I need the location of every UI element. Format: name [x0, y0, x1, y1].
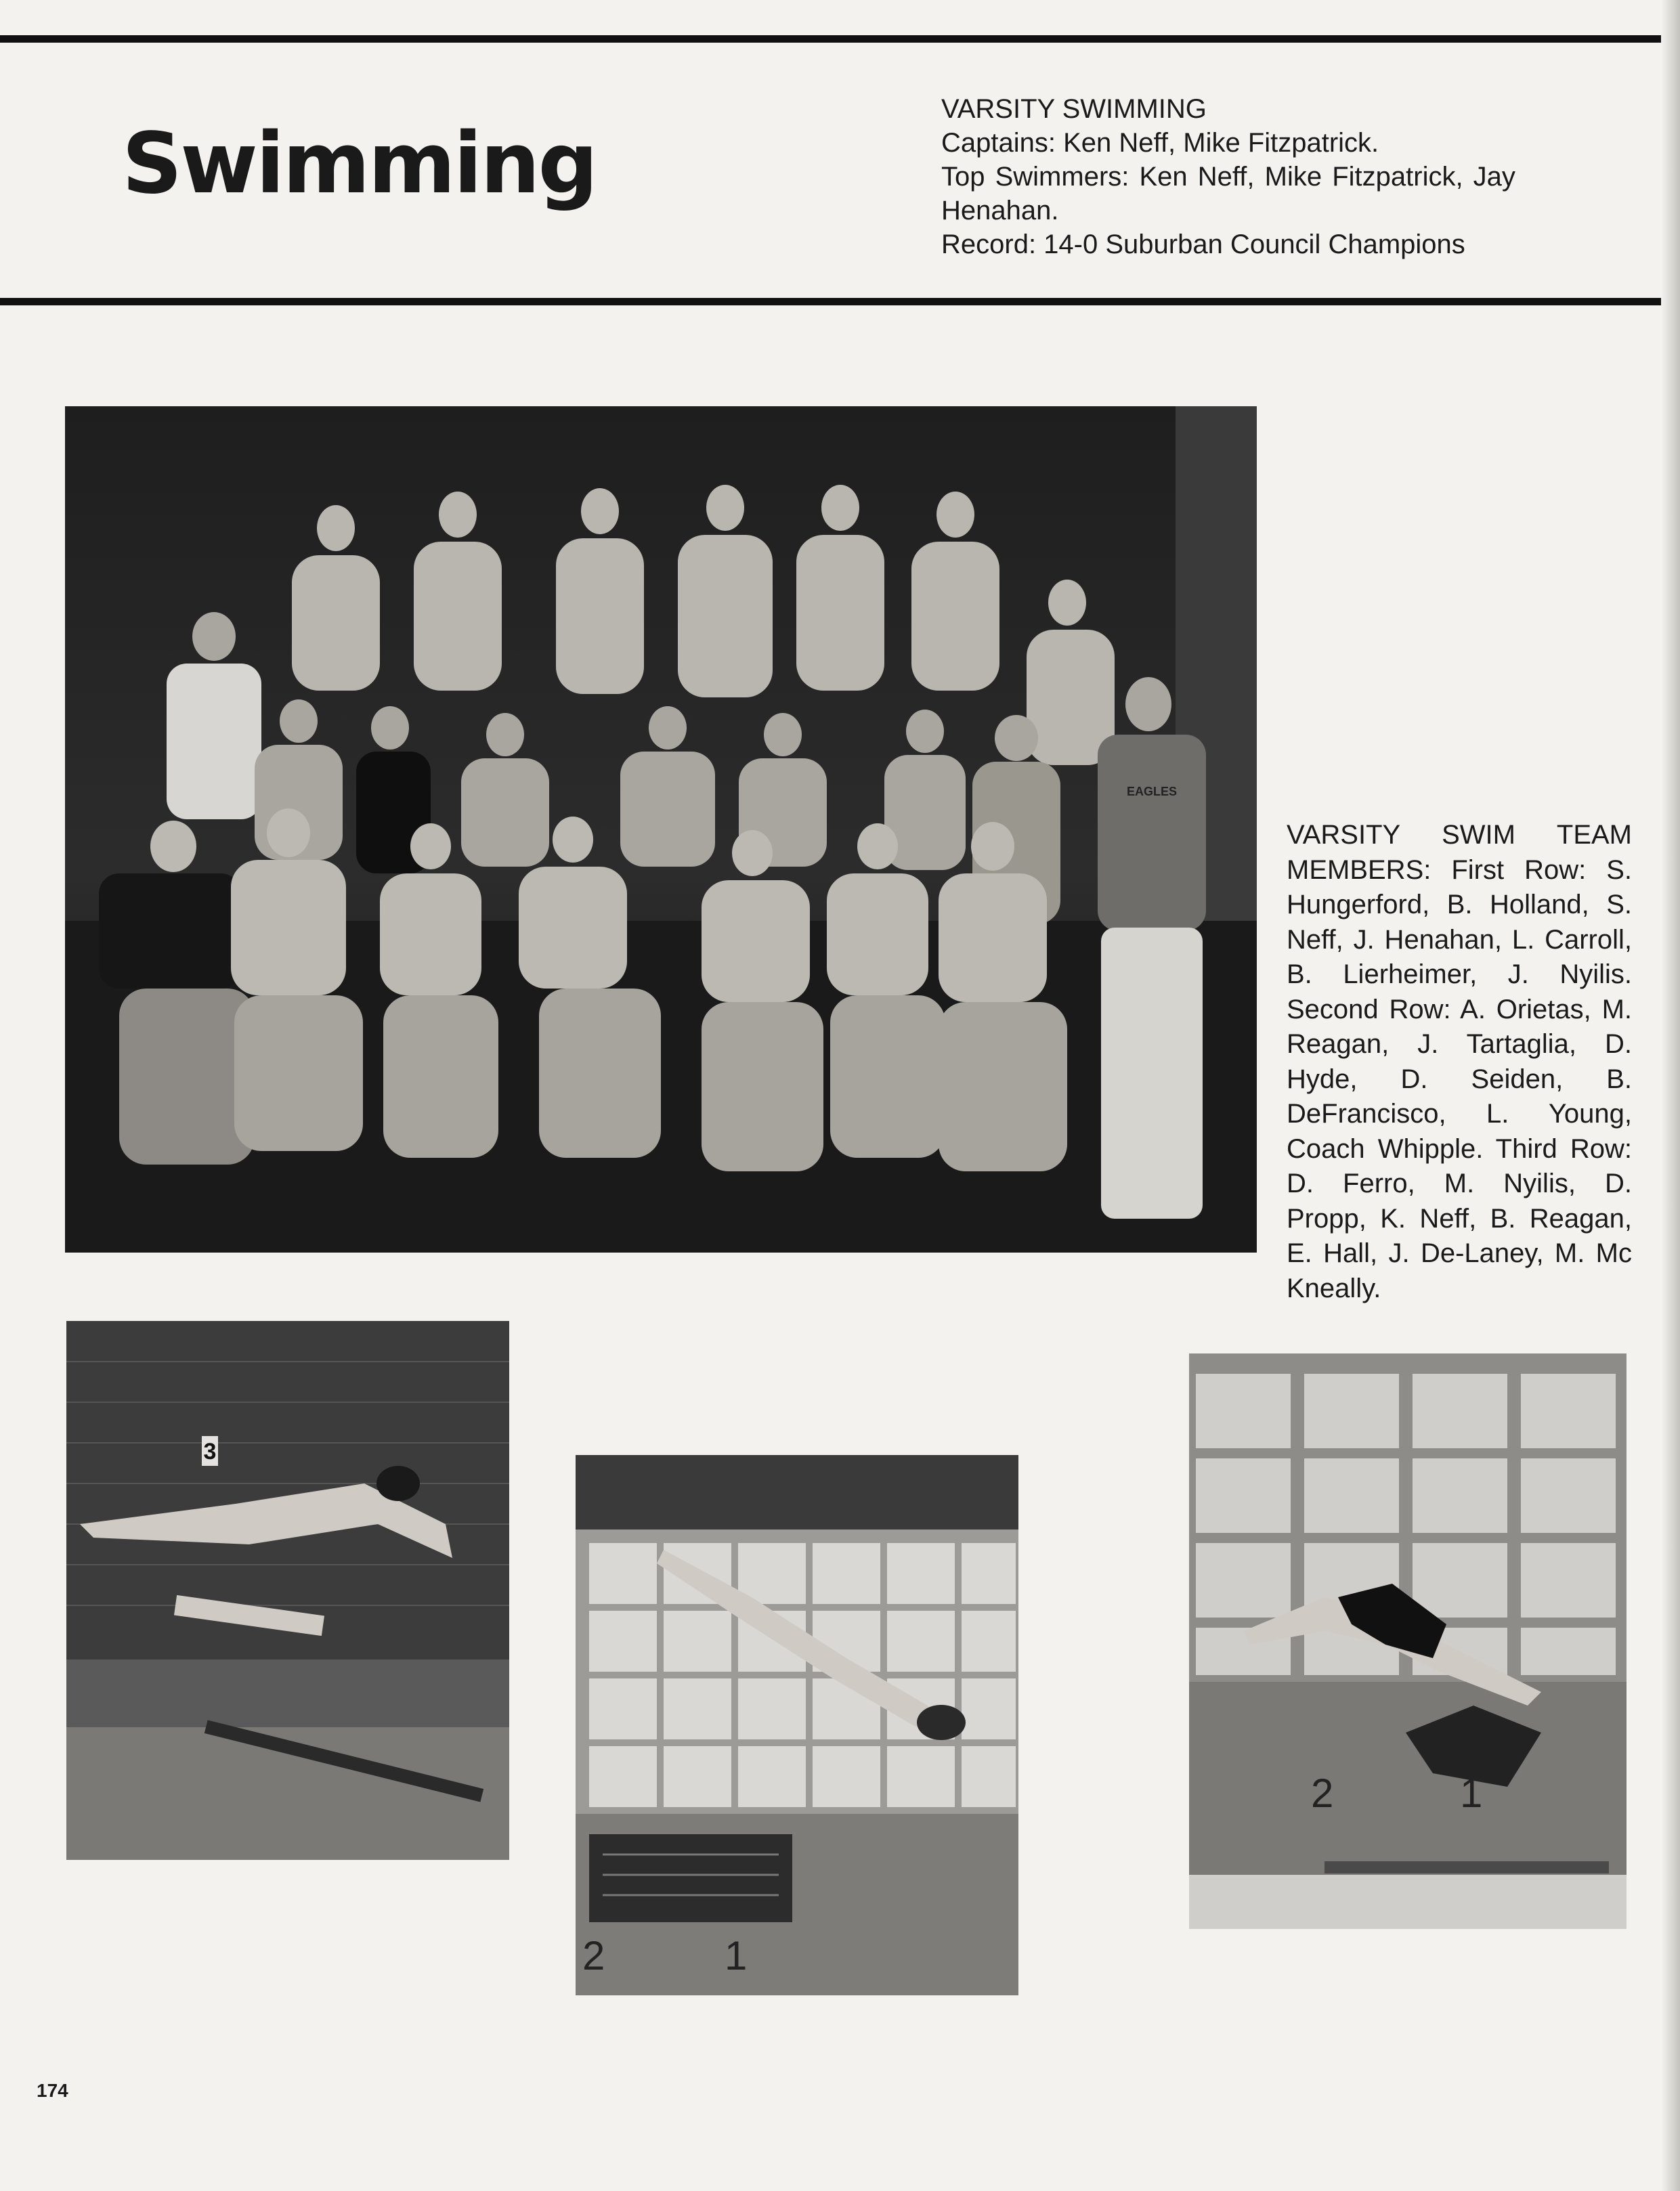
bottom-rule: [0, 298, 1680, 305]
shirt-text: EAGLES: [1126, 785, 1178, 798]
lane-number-1: 1: [725, 1933, 748, 1978]
varsity-info: [941, 92, 1598, 261]
info-top-swimmers-1: Top Swimmers: Ken Neff, Mike Fitzpatrick, Jay: [941, 162, 1515, 192]
info-record: Record: 14-0 Suburban Council Champions: [941, 230, 1465, 259]
diver-pike-photo: [576, 1455, 1018, 1995]
diving-start-graphic: [66, 1321, 509, 1860]
lane-number-2: 2: [582, 1933, 605, 1978]
team-photo: [65, 406, 1257, 1253]
diver-pike-graphic: [576, 1455, 1018, 1995]
roster-caption: VARSITY SWIM TEAM MEMBERS: First Row: S. Hungerford, B. Holland, S. Neff, J. Henahan, L. Carroll, B. Lierheimer, J. Nyilis. Second Row: A. Orietas, M. Reagan, J. Tartaglia, D. Hyde, D. Seiden, B. DeFrancisco, L. Young, Coach Whipple. Third Row: D. Ferro, M. Nyilis, D. Propp, K. Neff, B. Reagan, E. Hall, J. De-Laney, M. Mc Kneally.: [1287, 820, 1632, 1303]
page-title: Swimming: [122, 115, 597, 213]
lane-number-1-c: 1: [1460, 1771, 1483, 1816]
lane-marker: 3: [203, 1439, 217, 1465]
team-photo-graphic: [65, 406, 1257, 1253]
page-number: 174: [37, 2080, 68, 2101]
lane-number-2-c: 2: [1311, 1771, 1334, 1816]
diver-arch-graphic: [1189, 1353, 1627, 1929]
page-edge-shadow: [1661, 0, 1680, 2191]
diving-start-photo: [66, 1321, 509, 1860]
diver-arch-photo: [1189, 1353, 1627, 1929]
info-heading: VARSITY SWIMMING: [941, 94, 1207, 124]
info-captains: Captains: Ken Neff, Mike Fitzpatrick.: [941, 128, 1379, 158]
top-rule: [0, 35, 1680, 43]
info-top-swimmers-2: Henahan.: [941, 196, 1059, 225]
